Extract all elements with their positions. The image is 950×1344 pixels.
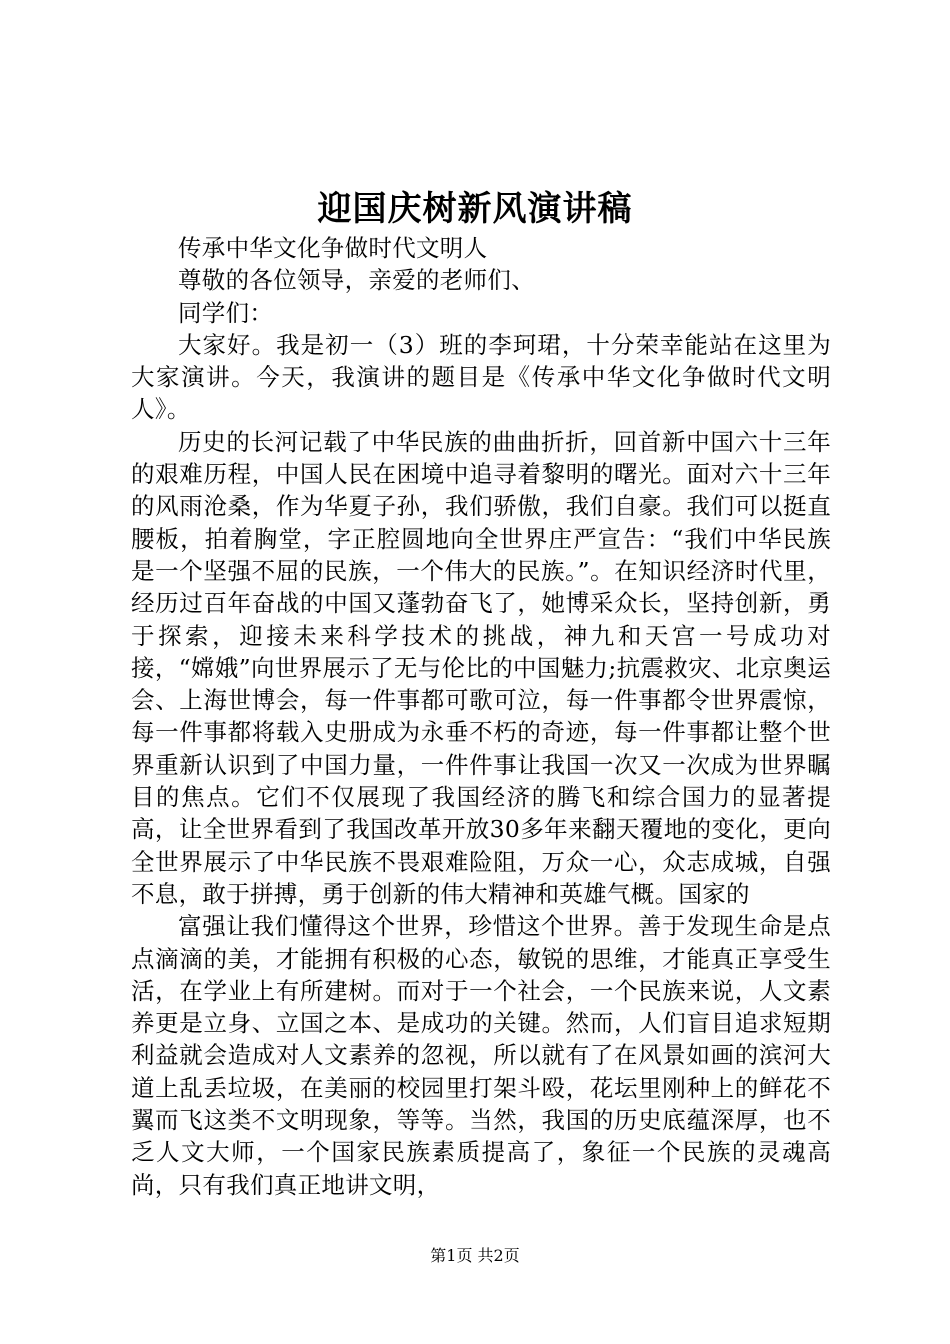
salutation-continued-paragraph: 同学们： xyxy=(178,298,274,327)
culture-paragraph: 富强让我们懂得这个世界，珍惜这个世界。善于发现生命是点点滴滴的美，才能拥有积极的心态，敏锐的思维，才能真正享受生活，在学业上有所建树。而对于一个社会，一个民族来说，人文素养更是立身、立国之本、是成功的关键。然而，人们盲目追求短期利益就会造成对人文素养的忽视，所以就有了在风景如画的滨河大道上乱丢垃圾，在美丽的校园里打架斗殴，花坛里刚种上的鲜花不翼而飞这类不文明现象，等等。当然，我国的历史底蕴深厚，也不乏人文大师，一个国家民族素质提高了，象征一个民族的灵魂高尚，只有我们真正地讲文明， xyxy=(131,912,831,1199)
greeting-paragraph: 大家好。我是初一（3）班的李珂珺，十分荣幸能站在这里为大家演讲。今天，我演讲的题目是《传承中华文化争做时代文明人》。 xyxy=(131,330,831,424)
subtitle-paragraph: 传承中华文化争做时代文明人 xyxy=(178,234,488,262)
history-paragraph: 历史的长河记载了中华民族的曲曲折折，回首新中国六十三年的艰难历程，中国人民在困境中追寻着黎明的曙光。面对六十三年的风雨沧桑，作为华夏子孙，我们骄傲，我们自豪。我们可以挺直腰板，拍着胸堂，字正腔圆地向全世界庄严宣告：“我们中华民族是一个坚强不屈的民族，一个伟大的民族。”。在知识经济时代里，经历过百年奋战的中国又蓬勃奋飞了，她博采众长，坚持创新，勇于探索，迎接未来科学技术的挑战，神九和天宫一号成功对接，“嫦娥”向世界展示了无与伦比的中国魅力;抗震救灾、北京奥运会、上海世博会，每一件事都可歌可泣，每一件事都令世界震惊，每一件事都将载入史册成为永垂不朽的奇迹，每一件事都让整个世界重新认识到了中国力量，一件件事让我国一次又一次成为世界瞩目的焦点。它们不仅展现了我国经济的腾飞和综合国力的显著提高，让全世界看到了我国改革开放30多年来翻天覆地的变化，更向全世界展示了中华民族不畏艰难险阻，万众一心，众志成城，自强不息，敢于拼搏，勇于创新的伟大精神和英雄气概。国家的 xyxy=(131,427,831,908)
salutation-paragraph: 尊敬的各位领导，亲爱的老师们、 xyxy=(178,266,535,295)
document-title: 迎国庆树新风演讲稿 xyxy=(317,189,633,229)
page-footer: 第1页 共2页 xyxy=(430,1246,520,1265)
document-body xyxy=(131,232,831,1201)
